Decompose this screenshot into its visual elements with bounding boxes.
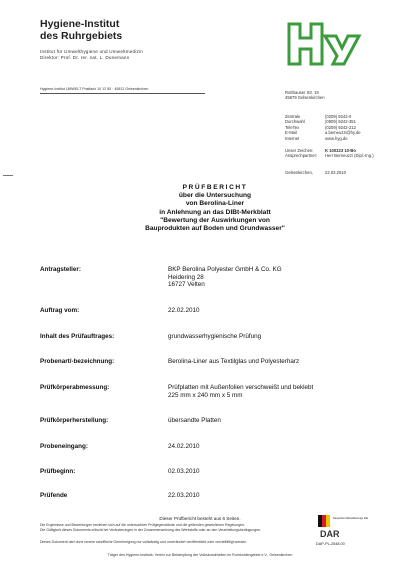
field-label: Probeneingang:: [40, 443, 88, 450]
field-antragsteller: [40, 266, 282, 289]
contact-row: Zentrale (0209) 9242-0: [285, 114, 352, 119]
field-ende: [40, 492, 200, 500]
field-label: Inhalt des Prüfauftrages:: [40, 333, 115, 340]
accreditation-number: DAP-PL-2548.00: [316, 542, 345, 546]
report-title-line: in Anlehnung an das DIBt-Merkblatt: [159, 208, 271, 216]
field-label: Prüfende: [40, 492, 68, 499]
report-date: 22.03.2010: [325, 170, 346, 175]
field-eingang: [40, 443, 200, 451]
field-label: Prüfkörperherstellung:: [40, 417, 109, 424]
field-value: 22.03.2010: [168, 492, 200, 499]
field-label: Prüfkörperabmessung:: [40, 384, 110, 391]
field-beginn: [40, 468, 200, 476]
hy-logo: [285, 18, 367, 70]
institute-name-line1: Hygiene-Institut: [40, 18, 120, 30]
field-label: Antragsteller:: [40, 266, 81, 273]
reference-row: Ansprechpartner: Herr Berneuzzi (Dipl.-Ing.): [285, 153, 374, 159]
field-value: BKP Berolina Polyester GmbH & Co. KG Heidering 28 16727 Velten: [168, 266, 282, 289]
institute-name: [40, 18, 122, 42]
field-auftrag: [40, 307, 200, 315]
field-value: grundwasserhygienische Prüfung: [168, 333, 262, 340]
contact-details: [285, 114, 361, 141]
field-value: Berolina-Liner aus Textilglas und Polyesterharz: [168, 358, 300, 365]
institute-director: Direktor: Prof. Dr. rer. nat. L. Dunemann: [40, 55, 130, 60]
fold-mark: [3, 175, 13, 176]
field-value: Prüfplatten mit Außenfolien verschweißt und beklebt 225 mm x 240 mm x 5 mm: [168, 384, 314, 399]
place-date: [285, 170, 346, 175]
contact-row: TeleTex (0209) 9242-212: [285, 124, 356, 130]
legal-note-line: Die Ergebnisse und Bewertungen beziehen sich auf die untersuchten Prüfgegenstände und die geltenden gesetzlichen Regelungen.: [40, 523, 245, 527]
report-title-line: "Bewertung der Auswirkungen von: [160, 216, 270, 224]
report-title-line: von Berolina-Liner: [185, 200, 245, 208]
legal-note: [40, 523, 295, 532]
report-title-line: Bauprodukten auf Boden und Grundwasser": [145, 225, 285, 233]
contact-row: Internet www.hyg.de: [285, 135, 348, 141]
carrier-note: Träger des Hygiene-Instituts: Verein zur Bekämpfung der Volkskrankheiten im Ruhrkohlengebiet e.V., Gelsenkirchen: [107, 553, 293, 557]
field-value: übersandte Platten: [168, 417, 221, 424]
flag-gold-stripe: [326, 515, 330, 527]
institute-name-line2: des Ruhrgebiets: [40, 30, 123, 42]
contact-row: Durchwahl (0909) 9242-351: [285, 119, 356, 125]
dar-logo: DAR: [320, 529, 340, 539]
institute-subtitle: [40, 49, 143, 61]
accreditation-mark: [312, 513, 370, 547]
reference-details: [285, 148, 374, 159]
field-value: 02.03.2010: [168, 468, 200, 475]
contact-address: [285, 90, 325, 101]
accreditation-org: Deutscher Akkreditierungs Rat: [333, 517, 369, 520]
contact-street: Rotthauser Str. 19: [285, 90, 319, 95]
institute-subtitle-line1: Institut für Umwelthygiene und Umweltmedizin: [40, 49, 144, 54]
place-label: Gelsenkirchen,: [285, 170, 313, 175]
field-value: 24.02.2010: [168, 443, 200, 450]
postal-address: Hygiene-Institut UMWELT Postfach 10 12 55 · 45812 Gelsenkirchen: [40, 87, 149, 91]
field-label: Probenart/-bezeichnung:: [40, 358, 115, 365]
report-title-line: über die Untersuchung: [178, 192, 252, 200]
contact-row: E-Mail a.bemeuzzi@hy.de: [285, 130, 361, 136]
field-herstellung: [40, 417, 221, 425]
field-probenart: [40, 358, 299, 366]
legal-note-line: Die Gültigkeit dieses Dokuments erlischt bei Veränderungen in der Zusammensetzung des Werkstoffs oder an den Verarbeitungsbedingungen.: [40, 527, 262, 532]
field-inhalt: [40, 333, 261, 341]
flag-black-stripe: [318, 515, 322, 527]
field-value: 22.02.2010: [168, 307, 200, 314]
pages-note: Dieser Prüfbericht besteht aus 6 Seiten.: [159, 516, 241, 521]
flag-red-stripe: [322, 515, 326, 527]
field-label: Prüfbeginn:: [40, 468, 76, 475]
report-title: [120, 184, 310, 233]
field-label: Auftrag vom:: [40, 307, 80, 314]
contact-city: 45879 Gelsenkirchen: [285, 95, 325, 101]
report-title-heading: PRÜFBERICHT: [182, 184, 248, 191]
reference-row: Unser Zeichen: K 100323 10-Bo: [285, 148, 356, 153]
publication-note: Dieses Dokument darf ohne unsere schriftliche Genehmigung nur vollständig und unverändert veröffentlicht oder vervielfältigt werden.: [40, 540, 248, 544]
address-rule: [40, 93, 205, 94]
field-abmessung: [40, 384, 313, 399]
